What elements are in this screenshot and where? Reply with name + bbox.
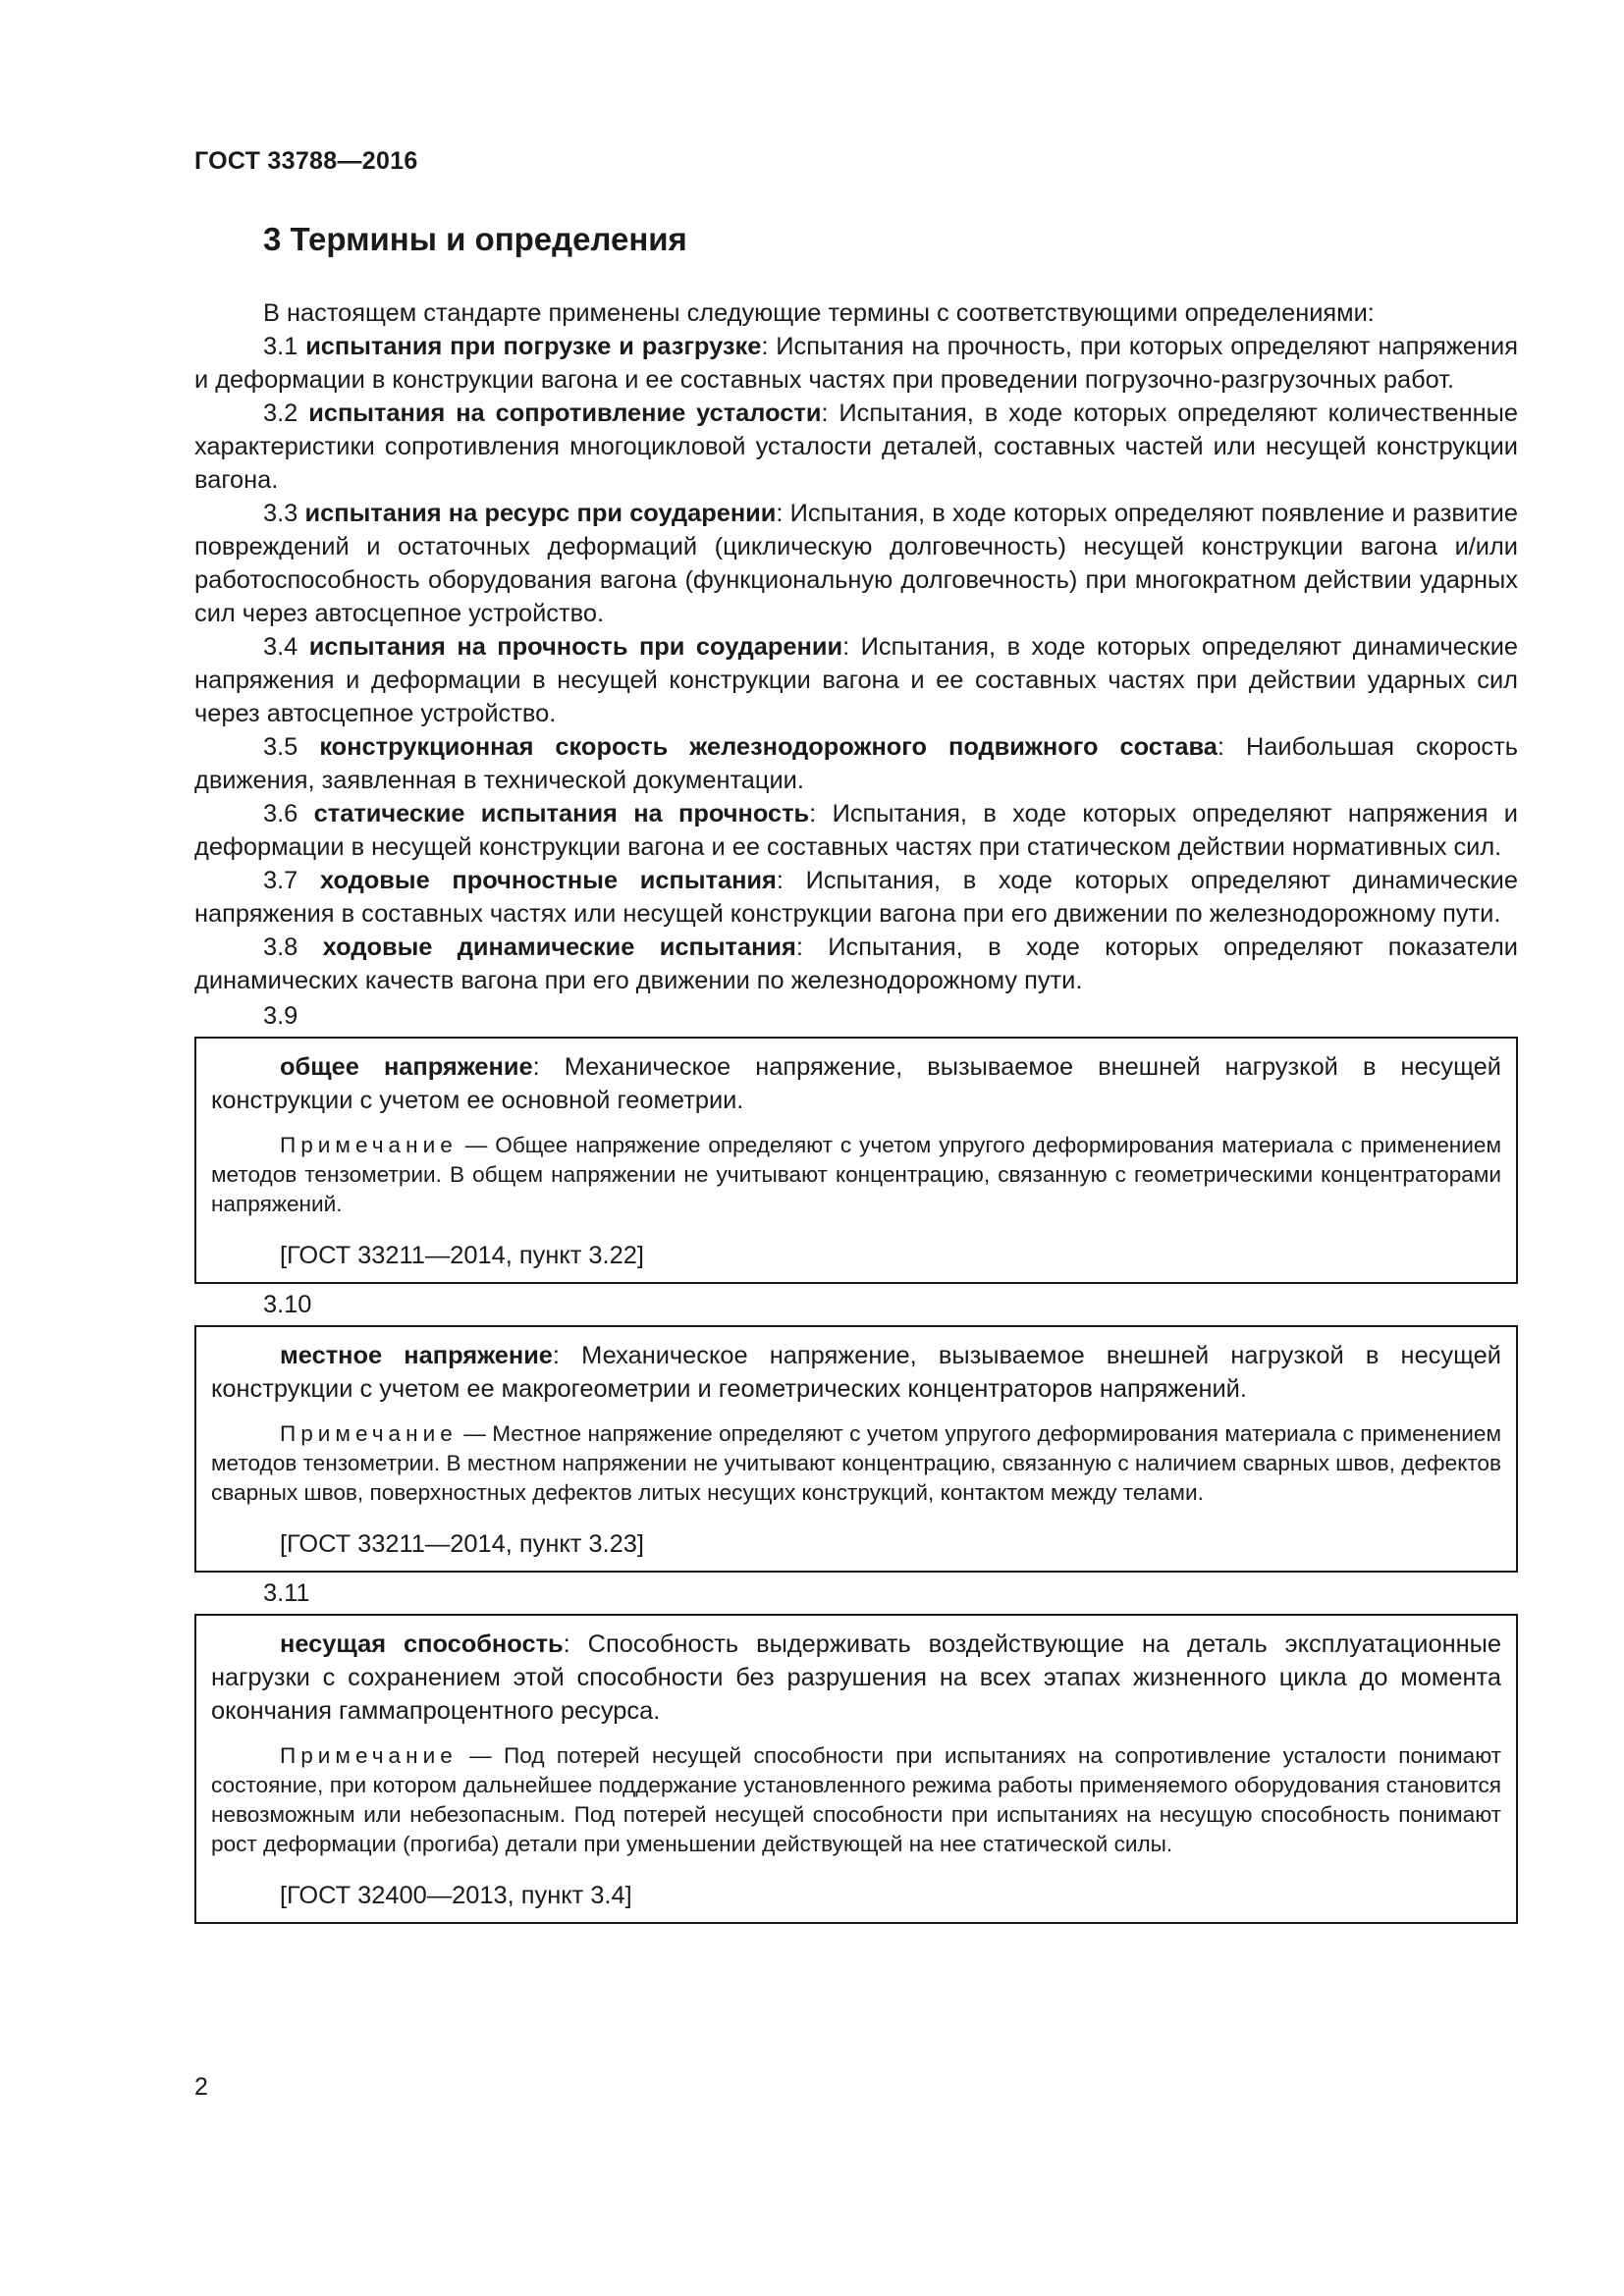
term-name: испытания на прочность при соударении — [308, 633, 843, 661]
term-list — [194, 330, 1518, 997]
term-number: 3.3 — [263, 500, 298, 527]
section-title: 3 Термины и определения — [263, 221, 687, 257]
note-label: Примечание — [280, 1133, 458, 1157]
term-3-2 — [194, 397, 1518, 497]
boxed-definition-3-10 — [194, 1325, 1518, 1573]
term-source-reference: [ГОСТ 32400—2013, пункт 3.4] — [280, 1882, 632, 1909]
term-3-4 — [194, 630, 1518, 730]
term-definition: : Испытания, в ходе которых определяют динамические напряжения и деформации в несущей конструкции вагона и ее составных частях при действии ударных сил через автосцепное устройство. — [194, 633, 1518, 727]
page-number: 2 — [194, 2073, 208, 2101]
term-name: местное напряжение — [280, 1342, 553, 1369]
note-text: — Общее напряжение определяют с учетом упругого деформирования материала с применением методов тензометрии. В общем напряжении не учитывают концентрацию, связанную с геометрическими концентраторами напряжений. — [211, 1133, 1501, 1216]
term-definition: : Испытания, в ходе которых определяют напряжения и деформации в несущей конструкции вагона и ее составных частях при статическом действии нормативных сил. — [194, 800, 1518, 861]
term-definition: : Испытания, в ходе которых определяют количественные характеристики сопротивления многоцикловой усталости деталей, составных частей или несущей конструкции вагона. — [194, 400, 1518, 494]
term-number: 3.8 — [263, 934, 298, 961]
term-3-1 — [194, 330, 1518, 397]
term-name: ходовые прочностные испытания — [320, 867, 777, 894]
term-number: 3.5 — [263, 733, 298, 761]
term-number: 3.6 — [263, 800, 298, 828]
term-number: 3.4 — [263, 633, 298, 661]
boxed-term-number-3-10: 3.10 — [263, 1291, 312, 1318]
intro-paragraph: В настоящем стандарте применены следующие термины с соответствующими определениями: — [263, 299, 1375, 327]
term-definition: : Испытания, в ходе которых определяют показатели динамических качеств вагона при его движении по железнодорожному пути. — [194, 934, 1518, 994]
page-content — [194, 220, 1518, 1928]
term-definition: : Испытания, в ходе которых определяют динамические напряжения в составных частях или несущей конструкции вагона при его движении по железнодорожному пути. — [194, 867, 1518, 928]
term-definition: : Механическое напряжение, вызываемое внешней нагрузкой в несущей конструкции с учетом ее основной геометрии. — [211, 1053, 1501, 1114]
term-note — [211, 1741, 1501, 1859]
term-name: несущая способность — [280, 1630, 564, 1658]
boxed-term-number-3-9: 3.9 — [263, 1002, 298, 1030]
term-source-reference: [ГОСТ 33211—2014, пункт 3.22] — [280, 1242, 644, 1269]
term-definition: : Наибольшая скорость движения, заявленная в технической документации. — [194, 733, 1518, 794]
boxed-definition-3-9 — [194, 1037, 1518, 1284]
boxed-term-number-3-11: 3.11 — [263, 1579, 310, 1607]
term-number: 3.1 — [263, 333, 298, 360]
term-3-3 — [194, 497, 1518, 630]
term-definition: : Механическое напряжение, вызываемое внешней нагрузкой в несущей конструкции с учетом ее макрогеометрии и геометрических концентраторов напряжений. — [211, 1342, 1501, 1403]
term-name: ходовые динамические испытания — [322, 934, 796, 961]
term-definition: : Испытания, в ходе которых определяют появление и развитие повреждений и остаточных деформаций (циклическую долговечность) несущей конструкции вагона и/или работоспособность оборудования вагона (функциональную долговечность) при многократном действии ударных сил через автосцепное устройство. — [194, 500, 1518, 627]
note-text: — Под потерей несущей способности при испытаниях на сопротивление усталости понимают состояние, при котором дальнейшее поддержание установленного режима работы применяемого оборудования становится невозможным или небезопасным. Под потерей несущей способности при испытаниях на несущую способность понимают рост деформации (прогиба) детали при уменьшении действующей на нее статической силы. — [211, 1743, 1501, 1856]
term-note — [211, 1131, 1501, 1219]
term-name: статические испытания на прочность — [313, 800, 810, 828]
term-3-8 — [194, 931, 1518, 997]
document-code-header: ГОСТ 33788—2016 — [194, 147, 418, 175]
note-text: — Местное напряжение определяют с учетом упругого деформирования материала с применением методов тензометрии. В местном напряжении не учитывают концентрацию, связанную с наличием сварных швов, дефектов сварных швов, поверхностных дефектов литых несущих конструкций, контактом между телами. — [211, 1421, 1501, 1505]
term-name: конструкционная скорость железнодорожного подвижного состава — [319, 733, 1218, 761]
term-3-6 — [194, 797, 1518, 864]
term-note — [211, 1419, 1501, 1508]
term-number: 3.7 — [263, 867, 298, 894]
note-label: Примечание — [280, 1743, 458, 1768]
boxed-term-text — [211, 1628, 1501, 1728]
term-definition: : Испытания на прочность, при которых определяют напряжения и деформации в конструкции вагона и ее составных частях при проведении погрузочно-разгрузочных работ. — [194, 333, 1518, 394]
term-definition: : Способность выдерживать воздействующие на деталь эксплуатационные нагрузки с сохранением этой способности без разрушения на всех этапах жизненного цикла до момента окончания гаммапроцентного ресурса. — [211, 1630, 1501, 1725]
term-name: общее напряжение — [280, 1053, 533, 1081]
boxed-definition-3-11 — [194, 1614, 1518, 1924]
term-3-5 — [194, 730, 1518, 797]
note-label: Примечание — [280, 1421, 458, 1446]
term-name: испытания при погрузке и разгрузке — [305, 333, 762, 360]
term-name: испытания на сопротивление усталости — [308, 400, 822, 427]
boxed-term-text — [211, 1339, 1501, 1406]
term-source-reference: [ГОСТ 33211—2014, пункт 3.23] — [280, 1530, 644, 1558]
boxed-term-text — [211, 1050, 1501, 1117]
term-name: испытания на ресурс при соударении — [304, 500, 777, 527]
term-number: 3.2 — [263, 400, 298, 427]
term-3-7 — [194, 864, 1518, 931]
